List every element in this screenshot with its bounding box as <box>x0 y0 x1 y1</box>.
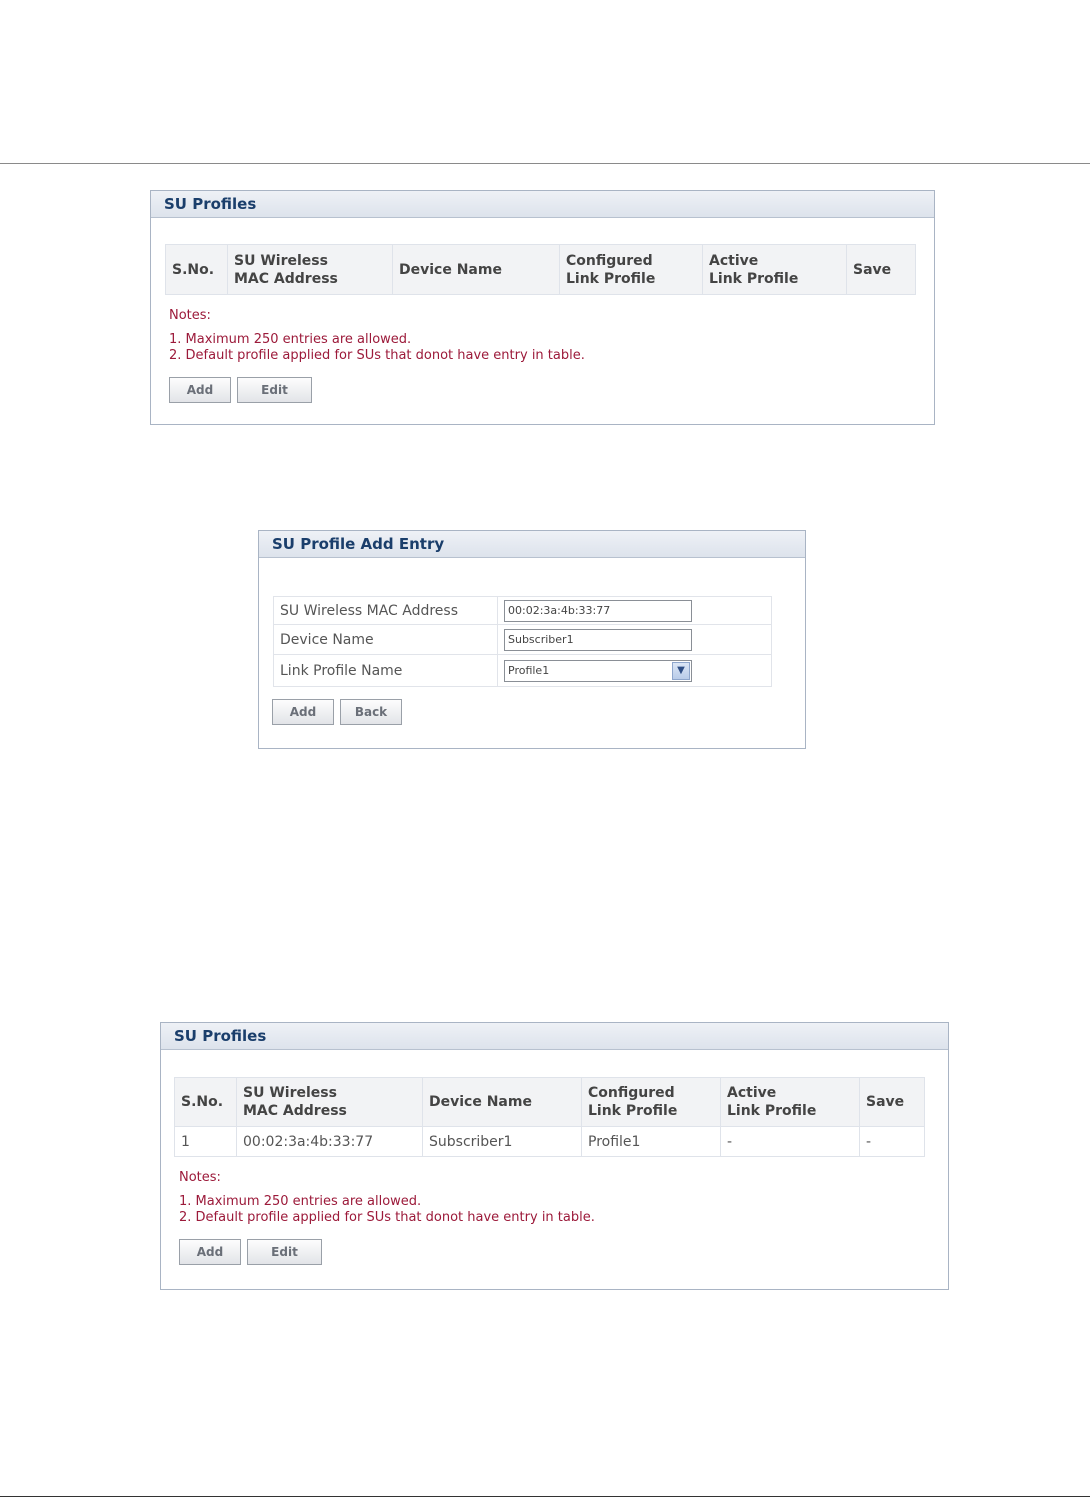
table-row[interactable] <box>175 1127 925 1157</box>
cell-configured-profile: Profile1 <box>582 1127 721 1157</box>
form-row-link-profile <box>274 655 772 687</box>
edit-button[interactable]: Edit <box>247 1239 322 1265</box>
col-configured-profile: Configured Link Profile <box>560 245 703 295</box>
su-profile-add-entry-panel <box>258 530 806 749</box>
col-active-profile: Active Link Profile <box>703 245 847 295</box>
note-item: 2. Default profile applied for SUs that donot have entry in table. <box>169 348 585 363</box>
form-row-mac <box>274 597 772 625</box>
note-item: 1. Maximum 250 entries are allowed. <box>179 1194 422 1209</box>
su-profiles-panel-filled <box>160 1022 949 1290</box>
add-entry-form <box>273 596 772 687</box>
col-mac: SU Wireless MAC Address <box>228 245 393 295</box>
col-active-profile: Active Link Profile <box>721 1078 860 1127</box>
mac-address-label: SU Wireless MAC Address <box>274 597 498 625</box>
add-button[interactable]: Add <box>179 1239 241 1265</box>
cell-mac: 00:02:3a:4b:33:77 <box>237 1127 423 1157</box>
form-row-device <box>274 625 772 655</box>
edit-button[interactable]: Edit <box>237 377 312 403</box>
back-button[interactable]: Back <box>340 699 402 725</box>
col-sno: S.No. <box>166 245 228 295</box>
table-header-row <box>175 1078 925 1127</box>
add-button[interactable]: Add <box>272 699 334 725</box>
link-profile-label: Link Profile Name <box>274 655 498 687</box>
col-device-name: Device Name <box>393 245 560 295</box>
link-profile-cell <box>498 655 772 687</box>
cell-save: - <box>860 1127 925 1157</box>
col-configured-profile: Configured Link Profile <box>582 1078 721 1127</box>
su-profiles-panel-empty <box>150 190 935 425</box>
note-item: 2. Default profile applied for SUs that donot have entry in table. <box>179 1210 595 1225</box>
device-name-label: Device Name <box>274 625 498 655</box>
table-header-row <box>166 245 916 295</box>
cell-device-name: Subscriber1 <box>423 1127 582 1157</box>
link-profile-select[interactable] <box>504 660 692 682</box>
note-item: 1. Maximum 250 entries are allowed. <box>169 332 412 347</box>
cell-sno: 1 <box>175 1127 237 1157</box>
notes <box>169 308 585 364</box>
cell-active-profile: - <box>721 1127 860 1157</box>
col-mac: SU Wireless MAC Address <box>237 1078 423 1127</box>
panel-title: SU Profiles <box>151 191 934 218</box>
col-device-name: Device Name <box>423 1078 582 1127</box>
notes-title: Notes: <box>169 308 211 323</box>
link-profile-selected-value: Profile1 <box>508 663 550 677</box>
panel-title: SU Profile Add Entry <box>259 531 805 558</box>
su-profiles-table <box>174 1077 925 1157</box>
bottom-divider <box>0 1496 1090 1497</box>
col-save: Save <box>860 1078 925 1127</box>
add-button[interactable]: Add <box>169 377 231 403</box>
device-name-cell <box>498 625 772 655</box>
col-sno: S.No. <box>175 1078 237 1127</box>
top-divider <box>0 163 1090 164</box>
notes <box>179 1170 595 1226</box>
device-name-input[interactable]: Subscriber1 <box>504 629 692 651</box>
mac-address-input[interactable]: 00:02:3a:4b:33:77 <box>504 600 692 622</box>
col-save: Save <box>847 245 916 295</box>
panel-title: SU Profiles <box>161 1023 948 1050</box>
notes-title: Notes: <box>179 1170 221 1185</box>
chevron-down-icon[interactable]: ▼ <box>672 662 690 680</box>
mac-address-cell <box>498 597 772 625</box>
su-profiles-table <box>165 244 916 295</box>
